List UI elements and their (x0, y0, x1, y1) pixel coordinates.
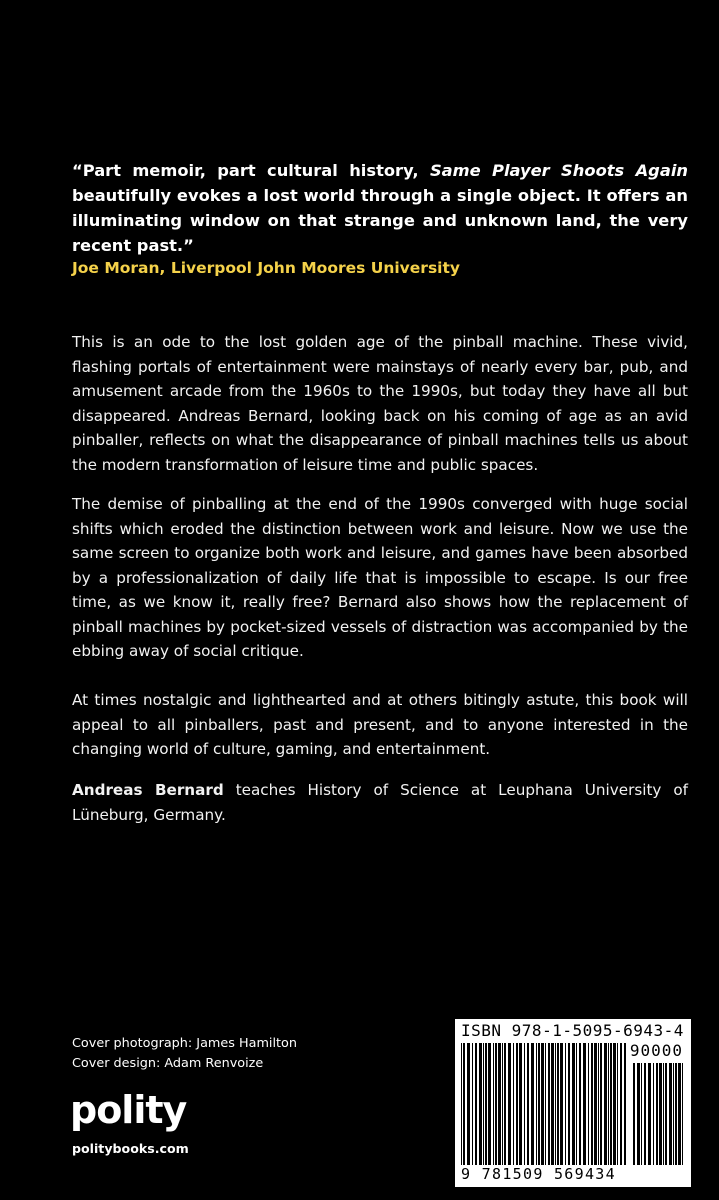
isbn-barcode (455, 1019, 691, 1187)
price-code: 90000 (629, 1041, 683, 1060)
barcode-bar (488, 1043, 491, 1165)
barcode-bar (656, 1063, 658, 1165)
barcode-bar (493, 1043, 494, 1165)
barcode-bar (485, 1043, 487, 1165)
barcode-bar (495, 1043, 497, 1165)
barcode-bar (579, 1043, 581, 1165)
barcode-bar (617, 1043, 618, 1165)
barcode-bar (641, 1063, 642, 1165)
barcode-bar (594, 1043, 597, 1165)
barcode-bar (565, 1043, 566, 1165)
barcode-bar (479, 1043, 482, 1165)
barcode-bar (545, 1043, 546, 1165)
quote-attribution: Joe Moran, Liverpool John Moores University (72, 259, 460, 277)
barcode-bar (620, 1043, 622, 1165)
barcode-bar (572, 1043, 575, 1165)
barcode-bar (531, 1043, 534, 1165)
barcode-bar (659, 1063, 662, 1165)
barcode-bar (498, 1043, 501, 1165)
barcode-bar (637, 1063, 640, 1165)
barcode-bar (591, 1043, 593, 1165)
barcode-bar (467, 1043, 470, 1165)
quote-rest: beautifully evokes a lost world through a single object. It offers an illuminating window on that strange and unknown land, the very recent past.” (72, 186, 688, 255)
barcode-bar (516, 1043, 518, 1165)
author-name: Andreas Bernard (72, 781, 224, 799)
barcode-bar (527, 1043, 529, 1165)
barcode-bar (673, 1063, 674, 1165)
barcode-bar (653, 1063, 654, 1165)
blurb-paragraph-2: The demise of pinballing at the end of the 1990s converged with huge social shifts which eroded the distinction between work and leisure. Now we use the same screen to organize both work and leisure, and games have been absorbed by a professionalization of daily life that is impossible to escape. Is our free time, as we know it, really free? Bernard also shows how the replacement of pinball machines by pocket-sized vessels of distraction was accompanied by the ebbing away of social critique. (72, 495, 688, 660)
barcode-bar (508, 1043, 511, 1165)
barcode-bar (475, 1043, 477, 1165)
cover-credits (72, 1034, 297, 1074)
quote-book-title: Same Player Shoots Again (429, 161, 688, 180)
barcode-bar (678, 1063, 681, 1165)
blurb-paragraph-1: This is an ode to the lost golden age of the pinball machine. These vivid, flashing portals of entertainment were mainstays of nearly every bar, pub, and amusement arcade from the 1960s to the 1990s, but today they have all but disappeared. Andreas Bernard, looking back on his coming of age as an avid pinballer, reflects on what the disappearance of pinball machines tells us about the modern transformation of leisure time and public spaces. (72, 333, 688, 474)
barcode-bar (513, 1043, 514, 1165)
barcode-bar (519, 1043, 522, 1165)
quote-open: “Part memoir, part cultural history, (72, 161, 430, 180)
barcode-bar (483, 1043, 484, 1165)
barcode-bar (555, 1043, 556, 1165)
barcode-bars-addon (633, 1063, 685, 1165)
barcode-bar (548, 1043, 550, 1165)
isbn-number: ISBN 978-1-5095-6943-4 (461, 1021, 684, 1040)
barcode-bar (604, 1043, 607, 1165)
endorsement-quote (72, 158, 688, 258)
ean-digits: 9 781509 569434 (461, 1165, 616, 1183)
barcode-bars-main (461, 1043, 626, 1165)
barcode-bar (598, 1043, 599, 1165)
barcode-bar (583, 1043, 586, 1165)
publisher-website: politybooks.com (72, 1141, 189, 1156)
author-bio (72, 778, 688, 827)
barcode-bar (560, 1043, 563, 1165)
design-credit: Cover design: Adam Renvoize (72, 1056, 264, 1071)
barcode-bar (504, 1043, 506, 1165)
barcode-bar (536, 1043, 537, 1165)
barcode-bar (463, 1043, 465, 1165)
barcode-bar (682, 1063, 683, 1165)
barcode-bar (648, 1063, 651, 1165)
barcode-bar (608, 1043, 609, 1165)
barcode-bar (541, 1043, 544, 1165)
barcode-bar (472, 1043, 473, 1165)
barcode-bar (624, 1043, 626, 1165)
author-bio-text: teaches History of Science at Leuphana University of Lüneburg, Germany. (72, 781, 689, 824)
barcode-bar (461, 1043, 462, 1165)
barcode-bar (644, 1063, 646, 1165)
blurb-paragraph-3: At times nostalgic and lighthearted and at others bitingly astute, this book will appeal to all pinballers, past and present, and to anyone interested in the changing world of culture, gaming, and entertainment. (72, 691, 688, 758)
barcode-bar (665, 1063, 667, 1165)
barcode-bar (557, 1043, 559, 1165)
barcode-bar (633, 1063, 635, 1165)
barcode-bar (538, 1043, 540, 1165)
barcode-bar (588, 1043, 589, 1165)
barcode-bar (551, 1043, 554, 1165)
barcode-bar (502, 1043, 503, 1165)
barcode-bar (568, 1043, 570, 1165)
barcode-bar (669, 1063, 672, 1165)
barcode-bar (576, 1043, 577, 1165)
barcode-bar (600, 1043, 602, 1165)
barcode-bar (675, 1063, 677, 1165)
barcode-bar (610, 1043, 612, 1165)
barcode-bar (663, 1063, 664, 1165)
barcode-bar (613, 1043, 616, 1165)
publisher-logo: polity (70, 1088, 187, 1132)
barcode-bar (524, 1043, 525, 1165)
photo-credit: Cover photograph: James Hamilton (72, 1036, 297, 1051)
